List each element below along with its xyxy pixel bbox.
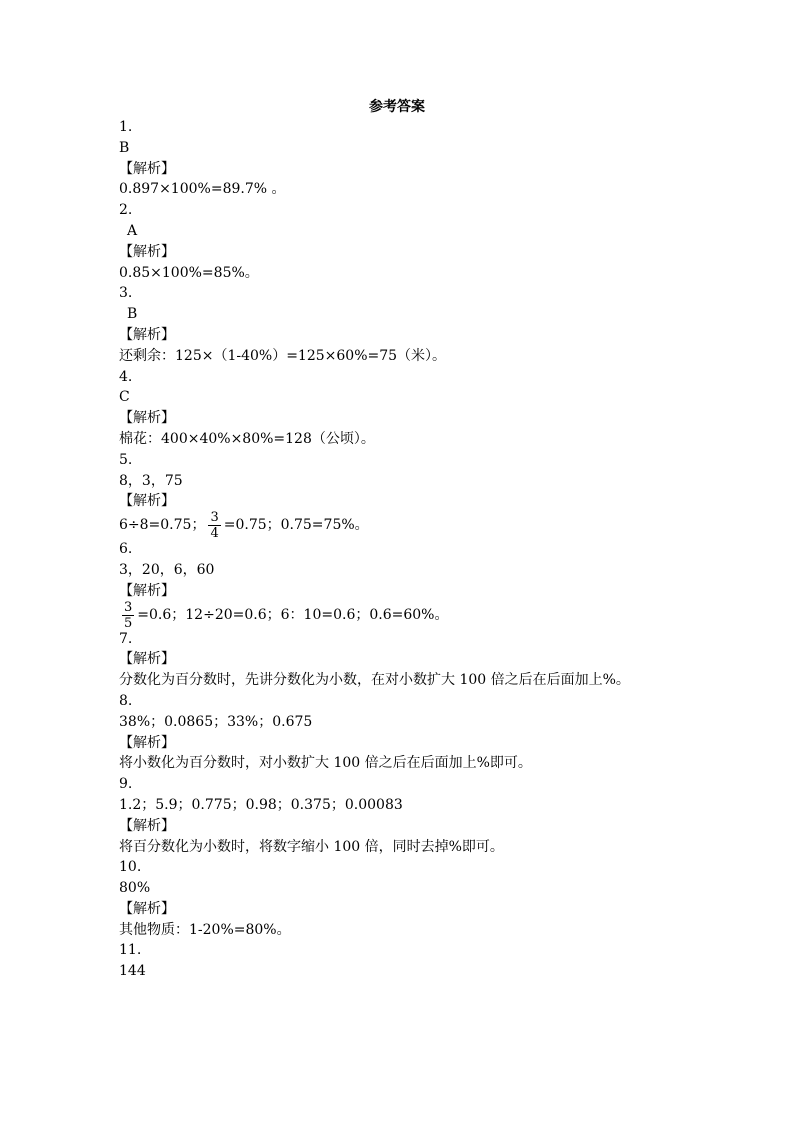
analysis-text-part: 6÷8=0.75；	[119, 517, 206, 534]
analysis-heading: 【解析】	[119, 160, 175, 177]
answer-text: B	[127, 306, 138, 323]
answer-text: 38%；0.0865；33%；0.675	[119, 713, 313, 730]
question-number: 11.	[119, 942, 142, 959]
analysis-heading: 【解析】	[119, 582, 175, 599]
analysis-text: 棉花：400×40%×80%=128（公顷）。	[119, 430, 375, 447]
question-number: 9.	[119, 776, 133, 793]
question-number: 3.	[119, 285, 133, 302]
analysis-heading: 【解析】	[119, 243, 175, 260]
analysis-text: 将百分数化为小数时，将数字缩小 100 倍，同时去掉%即可。	[119, 838, 504, 855]
fraction	[122, 601, 134, 630]
fraction	[208, 511, 220, 540]
question-number: 5.	[119, 451, 133, 468]
analysis-text	[119, 510, 719, 542]
question-number: 1.	[119, 119, 133, 135]
analysis-heading: 【解析】	[119, 493, 175, 510]
analysis-text: 0.897×100%=89.7% 。	[119, 181, 286, 198]
answer-text: 144	[119, 963, 146, 980]
answer-text: 1.2；5.9；0.775；0.98；0.375；0.00083	[119, 796, 403, 813]
question-number: 8.	[119, 692, 133, 709]
answer-text: B	[119, 139, 130, 156]
fraction-numerator: 3	[210, 510, 219, 526]
question-number: 7.	[119, 630, 133, 647]
analysis-text: 将小数化为百分数时，对小数扩大 100 倍之后在后面加上%即可。	[119, 755, 532, 772]
analysis-text: 0.85×100%=85%。	[119, 264, 259, 281]
answer-list	[119, 117, 719, 982]
fraction-denominator: 4	[210, 526, 219, 542]
analysis-text	[119, 599, 719, 631]
answer-text: A	[127, 222, 138, 239]
analysis-heading: 【解析】	[119, 410, 175, 427]
question-number: 2.	[119, 202, 133, 219]
analysis-text: 还剩余：125×（1-40%）=125×60%=75（米）。	[119, 347, 447, 364]
analysis-text: 其他物质：1-20%=80%。	[119, 921, 291, 938]
fraction-numerator: 3	[124, 599, 133, 615]
answer-text: 3，20，6，60	[119, 561, 215, 578]
answer-text: 80%	[119, 880, 151, 897]
analysis-heading: 【解析】	[119, 734, 175, 751]
question-number: 10.	[119, 859, 142, 876]
analysis-text-part: =0.75；0.75=75%。	[223, 517, 369, 534]
analysis-heading: 【解析】	[119, 326, 175, 343]
question-number: 6.	[119, 541, 133, 558]
answer-text: C	[119, 389, 130, 406]
analysis-text-part: =0.6；12÷20=0.6；6：10=0.6；0.6=60%。	[137, 606, 449, 623]
analysis-heading: 【解析】	[119, 817, 175, 834]
fraction-denominator: 5	[124, 615, 133, 631]
answer-text: 8，3，75	[119, 472, 183, 489]
analysis-text: 分数化为百分数时，先讲分数化为小数，在对小数扩大 100 倍之后在后面加上%。	[119, 672, 630, 689]
analysis-heading: 【解析】	[119, 900, 175, 917]
page-title: 参考答案	[369, 99, 425, 115]
question-number: 4.	[119, 368, 133, 385]
analysis-heading: 【解析】	[119, 651, 175, 668]
